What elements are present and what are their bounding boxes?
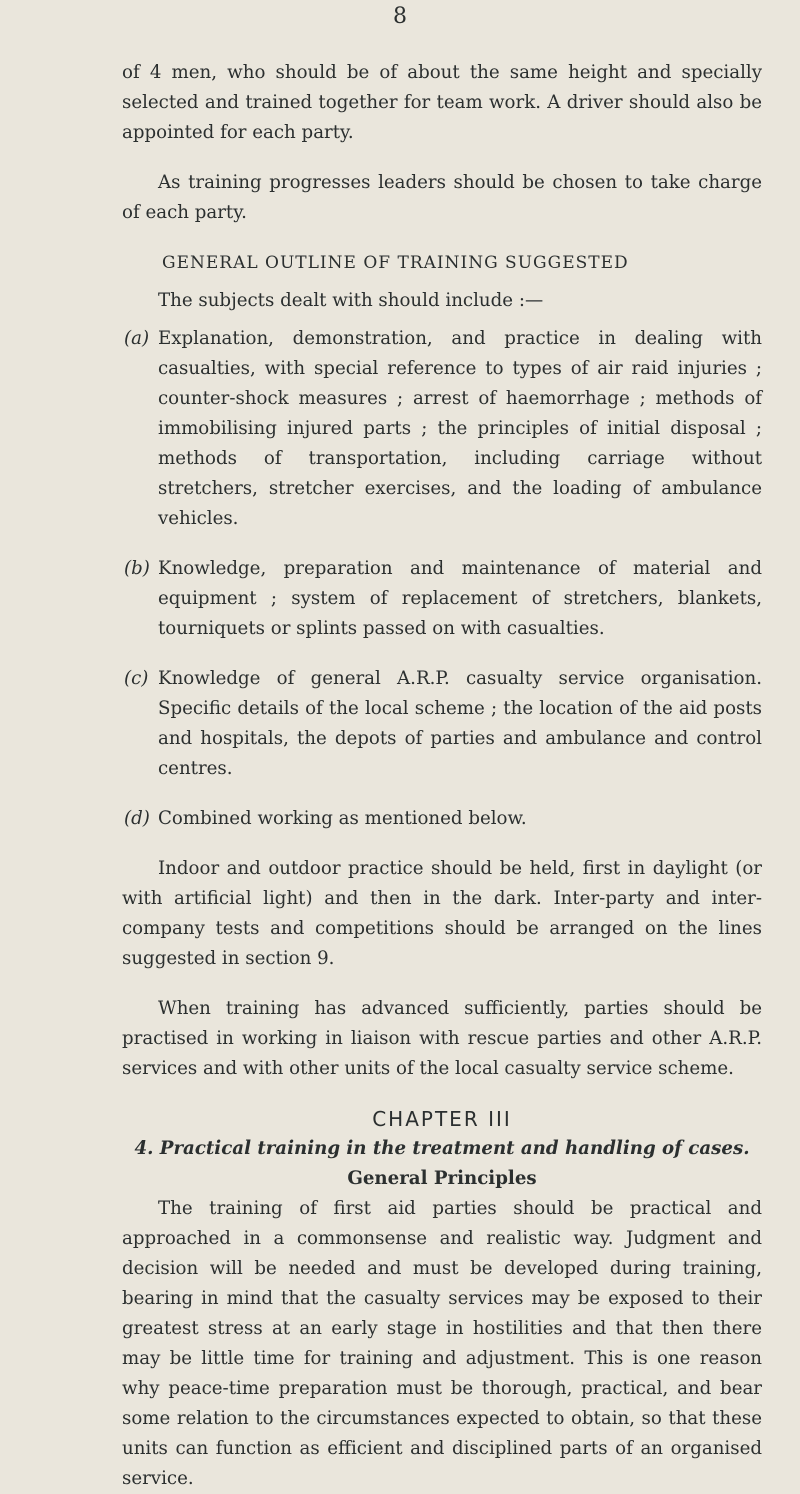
item-text: Combined working as mentioned below. — [158, 808, 527, 829]
item-text: Explanation, demonstration, and practice in dealing with casualties, with special reference to types of air raid injuries ; counter-shock measures ; arrest of haemorrhage ; methods of immobilising injured parts ; the principles of initial disposal ; methods of transportation, including carriage without stretchers, stretcher exercises, and the loading of ambulance vehicles. — [158, 328, 762, 529]
paragraph-training: The training of first aid parties should be practical and approached in a commonsense and realistic way. Judgment and decision will be needed and must be developed during training, bearing in mind that the casualty services may be exposed to their greatest stress at an early stage in hostilities and that then there may be little time for training and adjustment. This is one reason why peace-time preparation must be thorough, practical, and bear some relation to the circumstances expected to obtain, so that these units can function as efficient and disciplined parts of an organised service. — [122, 1198, 762, 1489]
item-text: Knowledge of general A.R.P. casualty service organisation. Specific details of the local scheme ; the location of the aid posts and hospitals, the depots of parties and ambulance and control centres. — [158, 668, 762, 779]
list-item — [122, 664, 762, 784]
subheading: General Principles — [347, 1168, 537, 1189]
list-item — [122, 324, 762, 534]
page-body — [122, 58, 762, 1494]
item-label: (b) — [124, 558, 150, 579]
paragraph-when: When training has advanced sufficiently, parties should be practised in working in liaison with rescue parties and other A.R.P. services and with other units of the local casualty service scheme. — [122, 998, 762, 1079]
list-item — [122, 804, 762, 834]
item-label: (d) — [124, 808, 150, 829]
section-title: 4. Practical training in the treatment and handling of cases. — [134, 1138, 750, 1159]
item-text: Knowledge, preparation and maintenance of material and equipment ; system of replacement of stretchers, blankets, tourniquets or splints passed on with casualties. — [158, 558, 762, 639]
item-label: (c) — [124, 668, 149, 689]
chapter-heading: CHAPTER III — [372, 1107, 512, 1131]
item-label: (a) — [124, 328, 150, 349]
page-number: 8 — [393, 4, 407, 29]
paragraph-indoor: Indoor and outdoor practice should be held, first in daylight (or with artificial light) and then in the dark. Inter-party and inter-company tests and competitions should be arranged on the lines suggested in section 9. — [122, 858, 762, 969]
list-item — [122, 554, 762, 644]
paragraph-leaders: As training progresses leaders should be chosen to take charge of each party. — [122, 172, 762, 223]
paragraph-team: of 4 men, who should be of about the same height and specially selected and trained together for team work. A driver should also be appointed for each party. — [122, 62, 762, 143]
outline-heading: GENERAL OUTLINE OF TRAINING SUGGESTED — [162, 253, 629, 273]
subjects-intro: The subjects dealt with should include :— — [158, 290, 544, 311]
